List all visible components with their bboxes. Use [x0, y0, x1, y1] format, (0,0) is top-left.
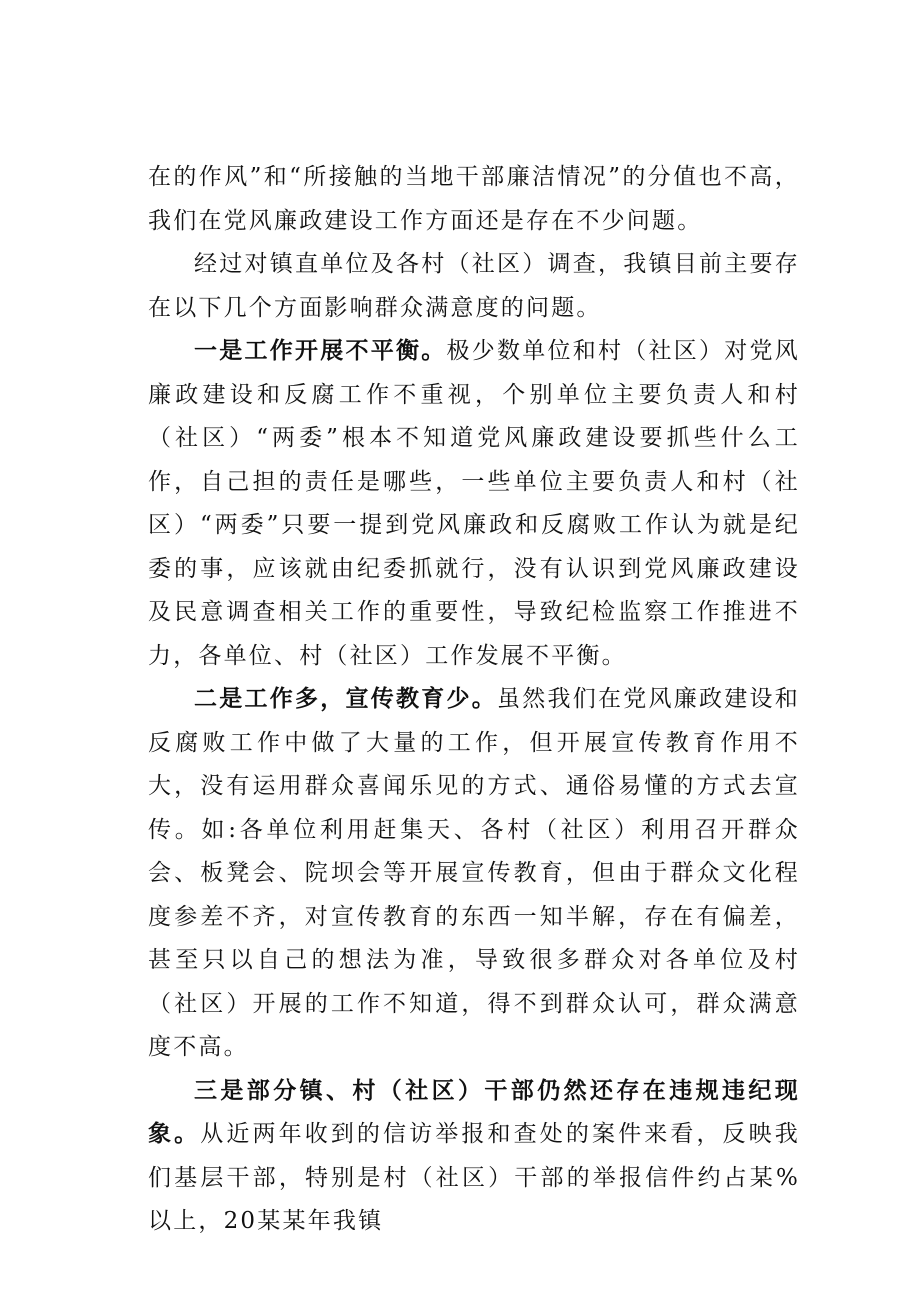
paragraph-2	[148, 243, 800, 330]
paragraph-3	[148, 330, 800, 678]
paragraph-5	[148, 1070, 800, 1244]
paragraph-2-text: 经过对镇直单位及各村（社区）调查，我镇目前主要存在以下几个方面影响群众满意度的问题。	[148, 251, 800, 321]
paragraph-3-text: 极少数单位和村（社区）对党风廉政建设和反腐工作不重视，个别单位主要负责人和村（社区）“两委”根本不知道党风廉政建设要抓些什么工作，自己担的责任是哪些，一些单位主要负责人和村（社区）“两委”只要一提到党风廉政和反腐败工作认为就是纪委的事，应该就由纪委抓就行，没有认识到党风廉政建设及民意调查相关工作的重要性，导致纪检监察工作推进不力，各单位、村（社区）工作发展不平衡。	[148, 338, 801, 669]
paragraph-4	[148, 678, 800, 1070]
paragraph-4-text: 虽然我们在党风廉政建设和反腐败工作中做了大量的工作，但开展宣传教育作用不大，没有运用群众喜闻乐见的方式、通俗易懂的方式去宣传。如:各单位利用赶集天、各村（社区）利用召开群众会、板凳会、院坝会等开展宣传教育，但由于群众文化程度参差不齐，对宣传教育的东西一知半解，存在有偏差，甚至只以自己的想法为准，导致很多群众对各单位及村（社区）开展的工作不知道，得不到群众认可，群众满意度不高。	[148, 686, 800, 1060]
paragraph-1-text: 在的作风”和“所接触的当地干部廉洁情况”的分值也不高，我们在党风廉政建设工作方面还是存在不少问题。	[148, 164, 800, 234]
paragraph-5-text: 从近两年收到的信访举报和查处的案件来看，反映我们基层干部，特别是村（社区）干部的举报信件约占某%以上，20某某年我镇	[148, 1121, 800, 1234]
paragraph-3-heading: 一是工作开展不平衡。	[194, 338, 447, 364]
document-body	[148, 156, 800, 1244]
paragraph-1	[148, 156, 800, 243]
paragraph-4-heading: 二是工作多，宣传教育少。	[194, 686, 498, 712]
paragraph-5-heading: 三是部分镇、村（社区）干部仍然还存在违规违纪现象。	[148, 1077, 800, 1147]
